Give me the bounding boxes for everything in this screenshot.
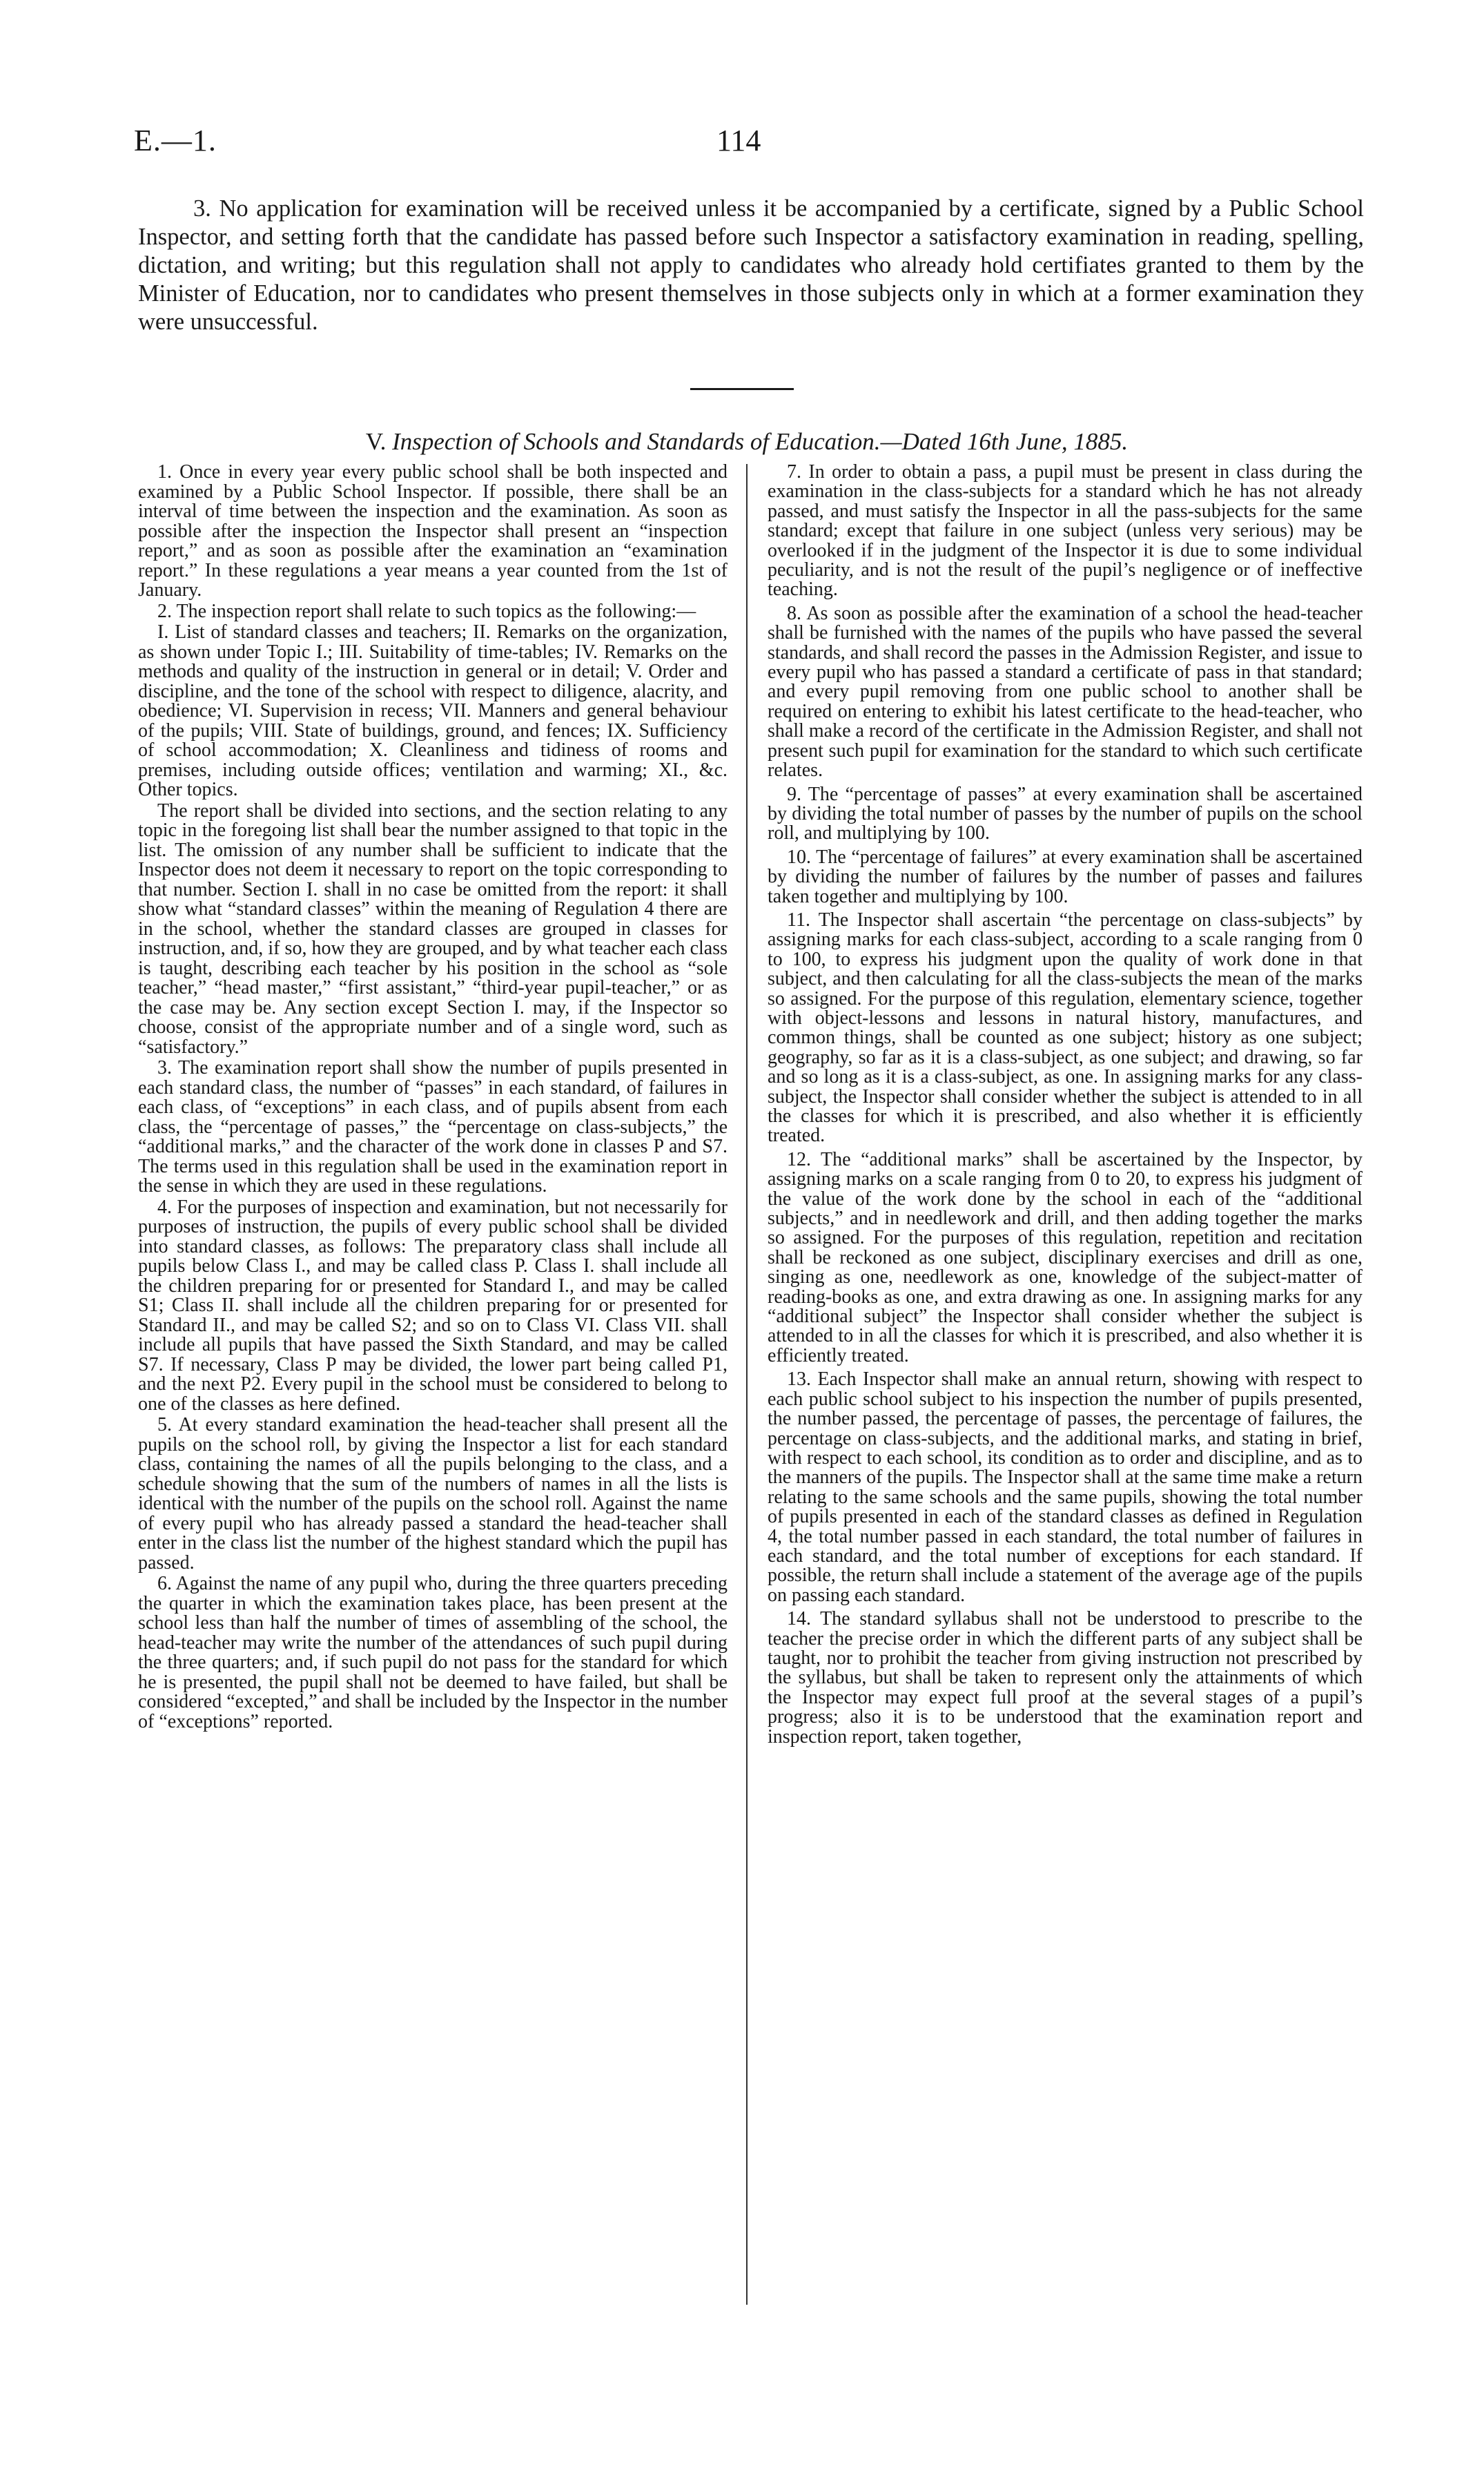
regulation-13: 13. Each Inspector shall make an annual return, showing with respect to each public school subject to his inspection the number of pupils presented, the number passed, the percentage of passes, the percentage of failures, the percentage on class-subjects, and the additional marks, and stating in brief, with respect to each school, its condition as to order and discipline, and as to the manners of the pupils. The Inspector shall at the same time make a return relating to the same schools and the same pupils, showing the total number of pupils presented in each of the standard classes as defined in Regulation 4, the total number passed in each standard, the total number of failures in each standard, and the total number of exceptions for each standard. If possible, the return shall include a statement of the average age of the pupils on passing each standard.	[768, 1368, 1363, 1606]
regulation-10: 10. The “percentage of failures” at every examination shall be ascertained by dividing the number of failures by the number of passes and failures taken together and multiplying by 100.	[768, 846, 1363, 907]
regulation-3: 3. The examination report shall show the number of pupils presented in each standard class, the number of “passes” in each standard, of failures in each class, of “exceptions” in each class, and of pupils absent from each class, the “percentage of passes,” the “percentage on class-subjects,” the “additional marks,” and the character of the work done in classes P and S7. The terms used in this regulation shall be used in the examination report in the sense in which they are used in these regulations.	[138, 1057, 728, 1197]
topics-list: I. List of standard classes and teachers; II. Remarks on the organization, as shown under Topic I.; III. Suitability of time-tables; IV. Remarks on the methods and quality of the instruction in general or in detail; V. Order and discipline, and the tone of the school with respect to diligence, alacrity, and obedience; VI. Supervision in recess; VII. Manners and general behaviour of the pupils; VIII. State of buildings, ground, and fences; IX. Sufficiency of school accommodation; X. Cleanliness and tidiness of rooms and premises, including outside offices; ventilation and warming; XI., &c. Other topics.	[138, 621, 728, 800]
regulation-8: 8. As soon as possible after the examination of a school the head-teacher shall be furnished with the names of the pupils who have passed the several standards, and shall record the passes in the Admission Register, and issue to every pupil who has passed a standard a certificate of pass in that standard; and every pupil removing from one public school to another shall be required on entering to exhibit his latest certificate to the head-teacher, who shall make a record of the certificate in the Admission Register, and shall not present such pupil for examination for the standard to which such certificate relates.	[768, 602, 1363, 782]
page-number: 114	[716, 124, 761, 157]
report-sections-paragraph: The report shall be divided into sections, and the section relating to any topic in the foregoing list shall bear the number assigned to that topic in the list. The omission of any number shall be sufficient to indicate that the Inspector does not deem it necessary to report on the topic corresponding to that number. Section I. shall in no case be omitted from the report: it shall show what “standard classes” within the meaning of Regulation 4 there are in the school, whether the standard classes are grouped in classes for instruction, and, if so, how they are grouped, and by what teacher each class is taught, describing each teacher by his position in the school as “sole teacher,” “head master,” “first assistant,” “third-year pupil-teacher,” or as the case may be. Any section except Section I. may, if the Inspector so choose, consist of the appropriate number and of a single word, such as “satisfactory.”	[138, 800, 728, 1058]
intro-paragraph: 3. No application for examination will be received unless it be accompanied by a certificate, signed by a Public School Inspector, and setting forth that the candidate has passed before such Inspector a satisfactory examination in reading, spelling, dictation, and writing; but this regulation shall not apply to candidates who already hold certifiates granted to them by the Minister of Education, nor to candidates who present themselves in those subjects only in which at a former examination they were unsuccessful.	[138, 195, 1364, 335]
regulation-5: 5. At every standard examination the head-teacher shall present all the pupils on the school roll, by giving the Inspector a list for each standard class, containing the names of all the pupils belonging to the class, and a schedule showing that the sum of the numbers of names in all the lists is identical with the number of the pupils on the school roll. Against the name of every pupil who has already passed a standard the head-teacher shall enter in the class list the number of the highest standard which the pupil has passed.	[138, 1414, 728, 1574]
regulation-12: 12. The “additional marks” shall be ascertained by the Inspector, by assigning marks on a scale ranging from 0 to 20, to express his judgment of the value of the work done by the school in each of the “additional subjects,” and in needlework and drill, and then adding together the marks so assigned. For the purposes of this regulation, repetition and recitation shall be reckoned as one subject, disciplinary exercises and drill as one, singing as one, needlework as one, knowledge of the subject-matter of reading-books as one, and extra drawing as one. In assigning marks for any “additional subject” the Inspector shall consider whether the subject is attended to in all the classes for which it is prescribed, and also whether it is efficiently treated.	[768, 1148, 1363, 1366]
regulation-11: 11. The Inspector shall ascertain “the percentage on class-subjects” by assigning marks for each class-subject, according to a scale ranging from 0 to 100, to express his judgment upon the quality of work done in that subject, and then calculating for all the class-subjects the mean of the marks so assigned. For the purpose of this regulation, elementary science, together with object-lessons and lessons in natural history, manufactures, and common things, shall be counted as one subject; history as one subject; geography, so far as it is a class-subject, as one subject; and drawing, so far and so long as it is a class-subject, as one. In assigning marks for any class-subject, the Inspector shall consider whether the subject is attended to in all the classes for which it is prescribed, and also whether it is efficiently treated.	[768, 909, 1363, 1147]
section-divider-rule	[690, 388, 794, 390]
column-divider	[746, 464, 748, 2305]
section-heading	[134, 428, 1360, 456]
regulation-2: 2. The inspection report shall relate to such topics as the following:—	[157, 600, 696, 622]
regulation-7: 7. In order to obtain a pass, a pupil must be present in class during the examination in the class-subjects for a standard which he has not already passed, and must satisfy the Inspector in all the pass-subjects for the same standard; except that failure in one subject (unless very serious) may be overlooked if in the judgment of the Inspector it is due to some individual peculiarity, and is not the result of the pupil’s negligence or of ineffective teaching.	[768, 461, 1363, 601]
regulation-9: 9. The “percentage of passes” at every examination shall be ascertained by dividing the total number of passes by the number of pupils on the school roll, and multiplying by 100.	[768, 783, 1363, 844]
regulation-6: 6. Against the name of any pupil who, during the three quarters preceding the quarter in which the examination takes place, has been present at the school less than half the number of times of assembling of the school, the head-teacher may write the number of the attendances of such pupil during the three quarters; and, if such pupil do not pass for the standard for which he is presented, the pupil shall not be deemed to have failed, but shall be considered “excepted,” and shall be included by the Inspector in the number of “exceptions” reported.	[138, 1573, 728, 1732]
page-reference: E.—1.	[134, 124, 217, 157]
regulation-4: 4. For the purposes of inspection and examination, but not necessarily for purposes of instruction, the pupils of every public school shall be divided into standard classes, as follows: The preparatory class shall include all pupils below Class I., and may be called class P. Class I. shall include all the children preparing for or presented for Standard I., and may be called S1; Class II. shall include all the children preparing for or presented for Standard II., and may be called S2; and so on to Class VI. Class VII. shall include all pupils that have passed the Sixth Standard, and may be called S7. If necessary, Class P may be divided, the lower part being called P1, and the next P2. Every pupil in the school must be considered to belong to one of the classes as here defined.	[138, 1196, 728, 1415]
section-number: V.	[365, 428, 387, 455]
left-column	[138, 463, 728, 1733]
right-column	[768, 463, 1363, 1751]
section-title: Inspection of Schools and Standards of Education.—Dated 16th June, 1885.	[392, 428, 1129, 455]
regulation-14: 14. The standard syllabus shall not be understood to prescribe to the teacher the precise order in which the different parts of any subject shall be taught, nor to prohibit the teacher from giving instruction not prescribed by the syllabus, but shall be taken to represent only the attainments of which the Inspector may expect full proof at the several stages of a pupil’s progress; also it is to be understood that the examination report and inspection report, taken together,	[768, 1608, 1363, 1748]
regulation-1: 1. Once in every year every public school shall be both inspected and examined by a Public School Inspector. If possible, there shall be an interval of time between the inspection and the examination. As soon as possible after the inspection the Inspector shall present an “inspection report,” and as soon as possible after the examination an “examination report.” In these regulations a year means a year counted from the 1st of January.	[138, 461, 728, 601]
